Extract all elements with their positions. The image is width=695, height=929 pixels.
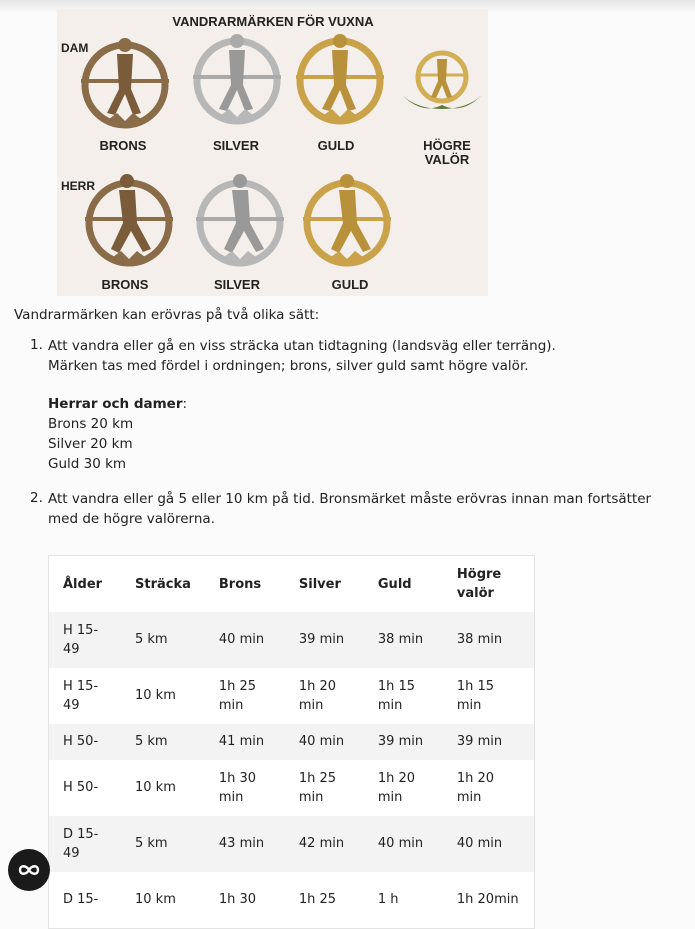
intro-text: Vandrarmärken kan erövras på två olika sätt:	[14, 307, 320, 323]
item1-number: 1.	[30, 337, 43, 353]
header-brons: Brons	[218, 576, 262, 592]
table-header-row	[49, 556, 534, 612]
item1-heading: Herrar och damer	[48, 396, 183, 412]
item1-list-brons: Brons 20 km	[48, 416, 134, 432]
cell: 1h 25 min	[298, 770, 337, 805]
cell: 1h 30	[218, 892, 257, 908]
header-hogre-valor: Högre valör	[456, 567, 502, 601]
item1-line2: Märken tas med fördel i ordningen; brons, silver guld samt högre valör.	[48, 358, 529, 374]
cell: 1h 20 min	[298, 678, 337, 713]
table-row	[49, 724, 534, 760]
cell: H 50-	[63, 780, 99, 796]
cell: 1h 20 min	[456, 770, 495, 805]
cell: 1h 15 min	[456, 678, 495, 713]
item2-line2: med de högre valörerna.	[48, 511, 215, 527]
table-row	[49, 668, 534, 724]
table-row	[49, 760, 534, 816]
cell: 39 min	[285, 612, 364, 668]
cell: 40 min	[443, 816, 534, 872]
item1-heading-colon: :	[182, 396, 188, 412]
badges-image	[57, 9, 488, 296]
list-item-2	[48, 489, 651, 529]
badge-dam-guld	[296, 34, 384, 123]
caption-dam-silver: SILVER	[213, 138, 259, 153]
header-guld: Guld	[377, 576, 412, 592]
cell: 38 min	[443, 612, 534, 668]
caption-herr-silver: SILVER	[214, 277, 260, 292]
cell: 40 min	[285, 724, 364, 760]
chat-button[interactable]	[8, 849, 50, 891]
item1-list-silver: Silver 20 km	[48, 436, 133, 452]
cell: 5 km	[121, 816, 205, 872]
caption-herr-guld: GULD	[331, 277, 369, 292]
cell: 1h 20min	[456, 892, 519, 908]
item2-number: 2.	[30, 490, 43, 506]
herr-label: HERR	[61, 179, 96, 193]
item2-line1: Att vandra eller gå 5 eller 10 km på tid. Bronsmärket måste erövras innan man fortsätter	[48, 491, 652, 507]
table-row	[49, 612, 534, 668]
cell: D 15-	[63, 892, 99, 908]
caption-dam-brons: BRONS	[99, 138, 147, 153]
caption-dam-valor: VALÖR	[424, 152, 470, 167]
cell: 41 min	[205, 724, 285, 760]
header-stracka: Sträcka	[135, 576, 191, 592]
cell: 5 km	[121, 724, 205, 760]
caption-herr-brons: BRONS	[101, 277, 149, 292]
image-title: VANDRARMÄRKEN FÖR VUXNA	[172, 14, 374, 29]
header-silver: Silver	[298, 576, 341, 592]
cell: 1h 15 min	[377, 678, 416, 713]
cell: 1h 25 min	[218, 678, 257, 713]
cell: 38 min	[364, 612, 443, 668]
badge-dam-hogre-valor	[402, 53, 482, 109]
cell: 1h 30 min	[218, 770, 257, 805]
badge-herr-guld	[303, 174, 391, 265]
cell: H 15-49	[49, 612, 121, 668]
caption-dam-guld: GULD	[317, 138, 355, 153]
cell: H 15-49	[63, 678, 99, 713]
cell: 39 min	[443, 724, 534, 760]
cell: D 15-49	[49, 816, 121, 872]
cell: 1h 20 min	[377, 770, 416, 805]
dam-label: DAM	[61, 41, 89, 55]
cell: 39 min	[364, 724, 443, 760]
cell: 40 min	[205, 612, 285, 668]
badge-dam-brons	[81, 38, 169, 127]
cell: 1h 25	[298, 892, 337, 908]
times-table	[48, 555, 535, 929]
list-item-1	[48, 336, 556, 474]
cell: 1 h	[377, 892, 399, 908]
badge-herr-brons	[85, 174, 173, 265]
cell: 10 km	[135, 780, 176, 796]
cell: 42 min	[285, 816, 364, 872]
cell: 40 min	[364, 816, 443, 872]
cell: 5 km	[121, 612, 205, 668]
cell: H 50-	[49, 724, 121, 760]
item1-list-guld: Guld 30 km	[48, 456, 127, 472]
table-row	[49, 816, 534, 872]
caption-dam-hogre: HÖGRE	[423, 138, 471, 153]
cell: 10 km	[135, 892, 176, 908]
badge-herr-silver	[196, 174, 284, 265]
badge-dam-silver	[193, 34, 281, 123]
cell: 43 min	[205, 816, 285, 872]
table-row	[49, 872, 534, 928]
header-alder: Ålder	[63, 576, 103, 592]
chat-infinity-icon	[8, 849, 50, 891]
cell: 10 km	[135, 688, 176, 704]
item1-line1: Att vandra eller gå en viss sträcka utan tidtagning (landsväg eller terräng).	[48, 338, 556, 354]
